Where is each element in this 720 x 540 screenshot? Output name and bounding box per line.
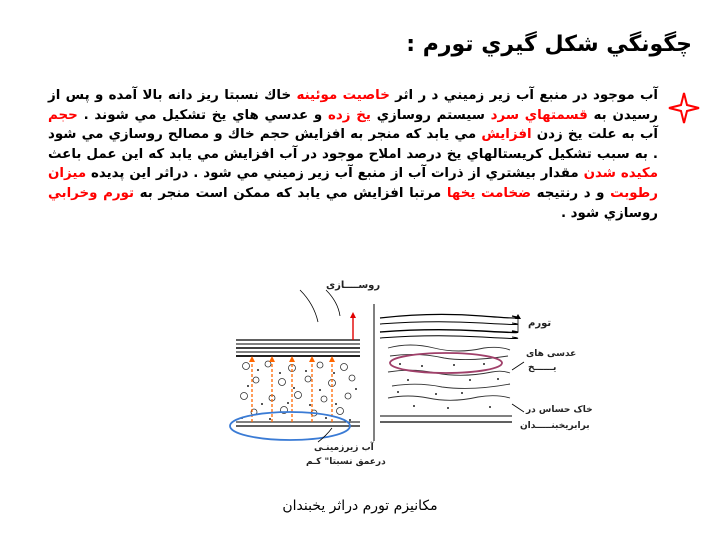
diagram-caption: مكانيزم تورم دراثر يخبندان <box>282 498 438 514</box>
slide-title: چگونگي شكل گيري تورم : <box>406 32 692 57</box>
body-text-run: مرتبا افزايش مي يابد كه ممكن است منجر به <box>134 185 447 201</box>
frost-heave-diagram <box>222 276 618 478</box>
highlighted-term: ضخامت يخها <box>446 185 532 201</box>
body-text-run: آب به علت يخ زدن <box>531 127 658 143</box>
body-text-run: روسازي شود . <box>560 205 658 221</box>
groundwater-label-2: درعمق نسبتا" کـم <box>306 457 386 467</box>
body-paragraph <box>48 86 658 223</box>
highlighted-term: ميزان رطوبت <box>48 166 658 201</box>
body-text-run: آب موجود در منبع آب زير زميني د ر اثر <box>389 88 658 103</box>
body-text-run: و د رنتيجه <box>531 185 611 201</box>
highlighted-term: مكيده شدن <box>583 166 658 182</box>
body-text-run: خاك نسبتا ريز دانه بالا آمده و پس از رسيدن به <box>48 88 658 123</box>
highlighted-term: تورم وخرابي <box>48 185 135 201</box>
ice-lenses-label: عدسی های <box>526 349 577 359</box>
ice-lenses-label-2: یــــــخ <box>528 363 557 373</box>
right-soil-panel <box>380 314 521 422</box>
body-text-run: مي يابد كه منجر به افزايش حجم خاك و مصالح روسازي مي شود . به سبب تشكيل كريستالهاي يخ درصد املاح موجود در آب افزايش مي يابد كه اين عمل باعث <box>48 127 658 162</box>
frost-soil-label: خاک حساس در <box>526 405 593 415</box>
highlighted-term: خاصيت موئينه <box>296 88 390 103</box>
heave-label: تورم <box>528 318 552 329</box>
body-text-run: سيستم روسازي <box>370 107 491 123</box>
groundwater-label: آب زیرزمینـی <box>314 443 374 453</box>
four-point-star-icon <box>668 92 700 124</box>
ice-lens-highlight <box>390 353 502 373</box>
body-text-run: و عدسي هاي يخ تشكيل مي شوند . <box>77 107 328 123</box>
body-text-run: مقدار بيشتري از ذرات آب از منبع آب زير زميني مي شود . دراثر اين پديده <box>86 166 584 182</box>
left-soil-panel <box>230 312 360 440</box>
highlighted-term: حجم <box>48 107 78 123</box>
highlighted-term: افزايش <box>481 127 532 143</box>
highlighted-term: يخ زده <box>328 107 371 123</box>
pavement-label: روســــازی <box>326 280 381 291</box>
frost-soil-label-2: برابریخبنـــــدان <box>520 421 590 431</box>
highlighted-term: قسمتهاي سرد <box>490 107 588 123</box>
